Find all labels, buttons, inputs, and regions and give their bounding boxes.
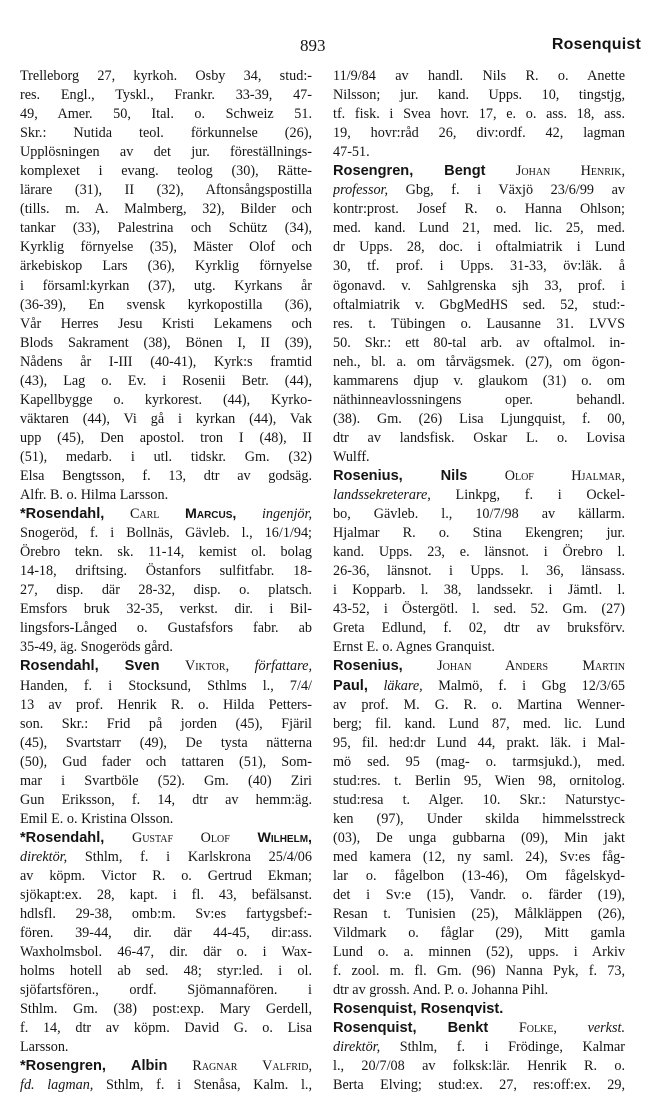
text-line: Nilsson; jur. kand. Upps. 10, tingstjg,	[333, 87, 625, 104]
text-line: oftalmiatrik v. GbgMedHS sed. 52, stud:-	[333, 296, 625, 313]
text-line: stud:resa t. Alger. 10. Skr.: Naturstyc-	[333, 791, 625, 808]
text-line: bo, Gävleb. l., 10/7/98 av källarm.	[333, 506, 625, 523]
running-head: Rosenquist	[551, 36, 641, 53]
text-line: Kapellbygge o. kyrkorest. (44), Kyrko-	[20, 391, 312, 408]
text-line: Kyrklig förnyelse (35), Mäster Olof och	[20, 239, 312, 256]
text-line: med. kand. Lund 21, med. lic. 25, med.	[333, 220, 625, 237]
text-line: Rosengren, Bengt Johan Henrik,	[333, 163, 625, 180]
text-line: Blods Sakrament (38), Bönen I, II (39),	[20, 334, 312, 351]
text-line: i Kopparb. l. 38, landssekr. i Jämtl. l.	[333, 582, 625, 599]
text-line: 11/9/84 av handl. Nils R. o. Anette	[333, 68, 625, 84]
text-line: Skr.: Nutida teol. förkunnelse (26),	[20, 125, 312, 142]
text-line: kand. Upps. 23, e. länsnot. i Örebro l.	[333, 544, 625, 561]
text-line: väktaren (44), Vi gå i kyrkan (44), Vak	[20, 410, 312, 427]
text-line: dtr av grossh. And. P. o. Johanna Pihl.	[333, 982, 549, 999]
text-line: 30, tf. prof. i Upps. 31-33, öv:läk. å	[333, 258, 625, 275]
text-line: Gun Eriksson, f. 14, dtr av hemm:äg.	[20, 791, 312, 808]
text-line: Lund o. a. minnen (52), upps. i Arkiv	[333, 944, 625, 961]
page-header	[0, 36, 672, 64]
text-line: l., 20/7/08 av folksk:lär. Henrik R. o.	[333, 1058, 625, 1075]
text-line: mar i Svartböle (52). Gm. (40) Ziri	[20, 772, 312, 789]
text-line: direktör, Sthlm, f. i Karlskrona 25/4/06	[20, 848, 312, 865]
text-line: tf. fisk. i Svea hovr. 17, e. o. ass. 18, ass.	[333, 106, 625, 123]
text-line: kontr:prost. Josef R. o. Hanna Ohlson;	[333, 201, 625, 218]
text-line: komplexet i evang. teolog (30), Rätte-	[20, 163, 312, 180]
text-line: 19, hovr:råd 26, div:ordf. 42, lagman	[333, 125, 625, 142]
text-line: i församl:kyrkan (37), utg. Kyrkans år	[20, 277, 312, 294]
text-line: (43), Lag o. Ev. i Rosenii Betr. (44),	[20, 372, 312, 389]
text-line: mö sed. 95 (mag- o. tarmsjukd.), med.	[333, 753, 625, 770]
text-line: f. zool. m. fl. Gm. (96) Nanna Pyk, f. 73,	[333, 963, 625, 980]
text-line: upp (45), Den apostol. tron I (48), II	[20, 429, 312, 446]
text-line: Vildmark o. fåglar (29), Mitt gamla	[333, 925, 625, 942]
text-line: 27, disp. där 28-32, disp. o. platsch.	[20, 582, 312, 599]
text-line: (36-39), En svensk kyrkopostilla (36),	[20, 296, 312, 313]
text-line: Waxholmsbol. 46-47, dir. där o. i Wax-	[20, 944, 312, 961]
text-line: lar o. fågelbon (13-46), Om fågelskyd-	[333, 867, 625, 884]
text-line: f. 14, dtr av köpm. David G. o. Lisa	[20, 1020, 312, 1037]
text-line: neh., bl. a. om tårvägsmek. (27), om ögon-	[333, 353, 625, 370]
text-line: 43-52, i Östergötl. l. sed. 52. Gm. (27)	[333, 601, 625, 618]
text-line: 35-49, äg. Snogeröds gård.	[20, 639, 173, 656]
text-line: Wulff.	[333, 448, 370, 465]
text-line: Alfr. B. o. Hilma Larsson.	[20, 487, 169, 504]
text-line: med kamera (12, ny saml. 24), Sv:es fåg-	[333, 848, 625, 865]
text-line: Nådens år I-III (40-41), Kyrk:s framtid	[20, 353, 312, 370]
text-line: 13 av prof. Henrik R. o. Hilda Petters-	[20, 696, 312, 713]
text-line: (tills. m. A. Malmberg, 32), Bilder och	[20, 201, 312, 218]
text-line: *Rosendahl, Carl Marcus, ingenjör,	[20, 506, 312, 523]
text-line: kammarens djup v. glaukom (31) o. om	[333, 372, 625, 389]
text-line: son. Skr.: Frid på jorden (45), Fjäril	[20, 715, 312, 732]
text-line: det i Sv:e (15), Vandr. o. färder (19),	[333, 887, 625, 904]
text-line: Upplösningen av det jur. föreställnings-	[20, 144, 312, 161]
text-line: Örebro tekn. sk. 11-14, kemist ol. bolag	[20, 544, 312, 561]
text-line: dr Upps. 28, doc. i oftalmiatrik i Lund	[333, 239, 625, 256]
text-line: Rosendahl, Sven Viktor, författare,	[20, 658, 312, 675]
text-line: lärare (31), II (32), Aftonsångspostilla	[20, 182, 312, 199]
text-line: (50), Gud fader och tattaren (51), Som-	[20, 753, 312, 770]
text-line: Sthlm. Gm. (38) post:exp. Mary Gerdell,	[20, 1001, 312, 1018]
text-line: berg; fil. kand. Lund 87, med. lic. Lund	[333, 715, 625, 732]
right-column	[333, 67, 625, 1096]
text-line: Rosenius, Nils Olof Hjalmar,	[333, 467, 625, 484]
text-line: professor, Gbg, f. i Växjö 23/6/99 av	[333, 182, 625, 199]
left-column	[20, 67, 312, 1096]
text-line: Ernst E. o. Agnes Granquist.	[333, 639, 495, 656]
text-line: (45), Svartstarr (49), De tysta nätterna	[20, 734, 312, 751]
text-line: Vår Herres Jesu Kristi Lekamens och	[20, 315, 312, 332]
text-line: direktör, Sthlm, f. i Frödinge, Kalmar	[333, 1039, 625, 1056]
text-line: *Rosengren, Albin Ragnar Valfrid,	[20, 1058, 312, 1075]
text-line: näthinneavlossningens oper. behandl.	[333, 391, 625, 408]
text-line: (51), medarb. i utl. tidskr. Gm. (32)	[20, 448, 312, 465]
text-line: sjökapt:ex. 28, kapt. i fl. 43, befälsanst.	[20, 887, 312, 904]
text-line: 14-18, driftsing. Östanfors sulfitfabr. 18-	[20, 563, 312, 580]
text-line: sjöfartsfören., ordf. Sjömannafören. i	[20, 982, 312, 999]
text-line: dtr av landsfisk. Oskar L. o. Lovisa	[333, 429, 625, 446]
text-line: 95, fil. hed:dr Lund 44, prakt. läk. i Mal-	[333, 734, 625, 751]
text-line: Handen, f. i Stocksund, Sthlms l., 7/4/	[20, 677, 312, 694]
text-line: Emil E. o. Kristina Olsson.	[20, 810, 174, 827]
text-line: ögonavd. v. Sahlgrenska sjh 33, prof. i	[333, 277, 625, 294]
text-line: landssekreterare, Linkpg, f. i Ockel-	[333, 487, 625, 504]
text-line: ken (97), Under skilda himmelsstreck	[333, 810, 625, 827]
text-line: Larsson.	[20, 1039, 69, 1056]
text-line: Rosenquist, Benkt Folke, verkst.	[333, 1020, 625, 1037]
text-line: holms hotell ab sed. 48; styr:led. i ol.	[20, 963, 312, 980]
text-line: av köpm. Victor R. o. Gertrud Ekman;	[20, 867, 312, 884]
text-line: res. t. Tübingen o. Lausanne 31. LVVS	[333, 315, 625, 332]
text-line: av prof. M. G. R. o. Martina Wenner-	[333, 696, 625, 713]
text-line: Rosenquist, Rosenqvist.	[333, 1001, 504, 1018]
text-line: Elsa Bengtsson, f. 13, dtr av godsäg.	[20, 467, 312, 484]
text-line: *Rosendahl, Gustaf Olof Wilhelm,	[20, 829, 312, 846]
text-line: Berta Elving; stud:ex. 27, res:off:ex. 29,	[333, 1077, 625, 1094]
text-line: hdlsfl. 29-38, omb:m. Sv:es fartygsbef:-	[20, 906, 312, 923]
text-line: tankar (33), Palestrina och Schütz (34),	[20, 220, 312, 237]
text-line: Snogeröd, f. i Bollnäs, Gävleb. l., 16/1/94;	[20, 525, 312, 542]
text-line: (38). Gm. (26) Lisa Ljungquist, f. 00,	[333, 410, 625, 427]
text-line: Rosenius, Johan Anders Martin	[333, 658, 625, 675]
text-line: 50. Skr.: ett 80-tal arb. av oftalmol. in-	[333, 334, 625, 351]
page-number: 893	[300, 36, 326, 55]
text-line: fören. 39-44, dir. där 44-45, dir:ass.	[20, 925, 312, 942]
text-line: Hjalmar R. o. Stina Ekengren; jur.	[333, 525, 625, 542]
text-line: res. Engl., Tyskl., Frankr. 33-39, 47-	[20, 87, 312, 104]
text-line: Resan t. Tunisien (25), Målkläppen (26),	[333, 906, 625, 923]
text-line: 47-51.	[333, 144, 370, 161]
text-line: ärkebiskop Lars (36), Kyrklig förnyelse	[20, 258, 312, 275]
text-line: Greta Edlund, f. 02, dtr av bruksförv.	[333, 620, 625, 637]
text-line: fd. lagman, Sthlm, f. i Stenåsa, Kalm. l.,	[20, 1077, 312, 1094]
text-line: Emsfors bruk 32-35, verkst. dir. i Bil-	[20, 601, 312, 618]
text-line: lingsfors-Långed o. Gustafsfors fabr. ab	[20, 620, 312, 637]
text-line: (03), De unga gubbarna (09), Min jakt	[333, 829, 625, 846]
text-line: Trelleborg 27, kyrkoh. Osby 34, stud:-	[20, 68, 312, 84]
text-line: stud:res. t. Berlin 95, Wien 98, ornitolog.	[333, 772, 625, 789]
text-line: 26-36, länsnot. i Upps. l. 36, länsass.	[333, 563, 625, 580]
text-line: 49, Amer. 50, Ital. o. Schweiz 51.	[20, 106, 312, 123]
text-line: Paul, läkare, Malmö, f. i Gbg 12/3/65	[333, 677, 625, 694]
